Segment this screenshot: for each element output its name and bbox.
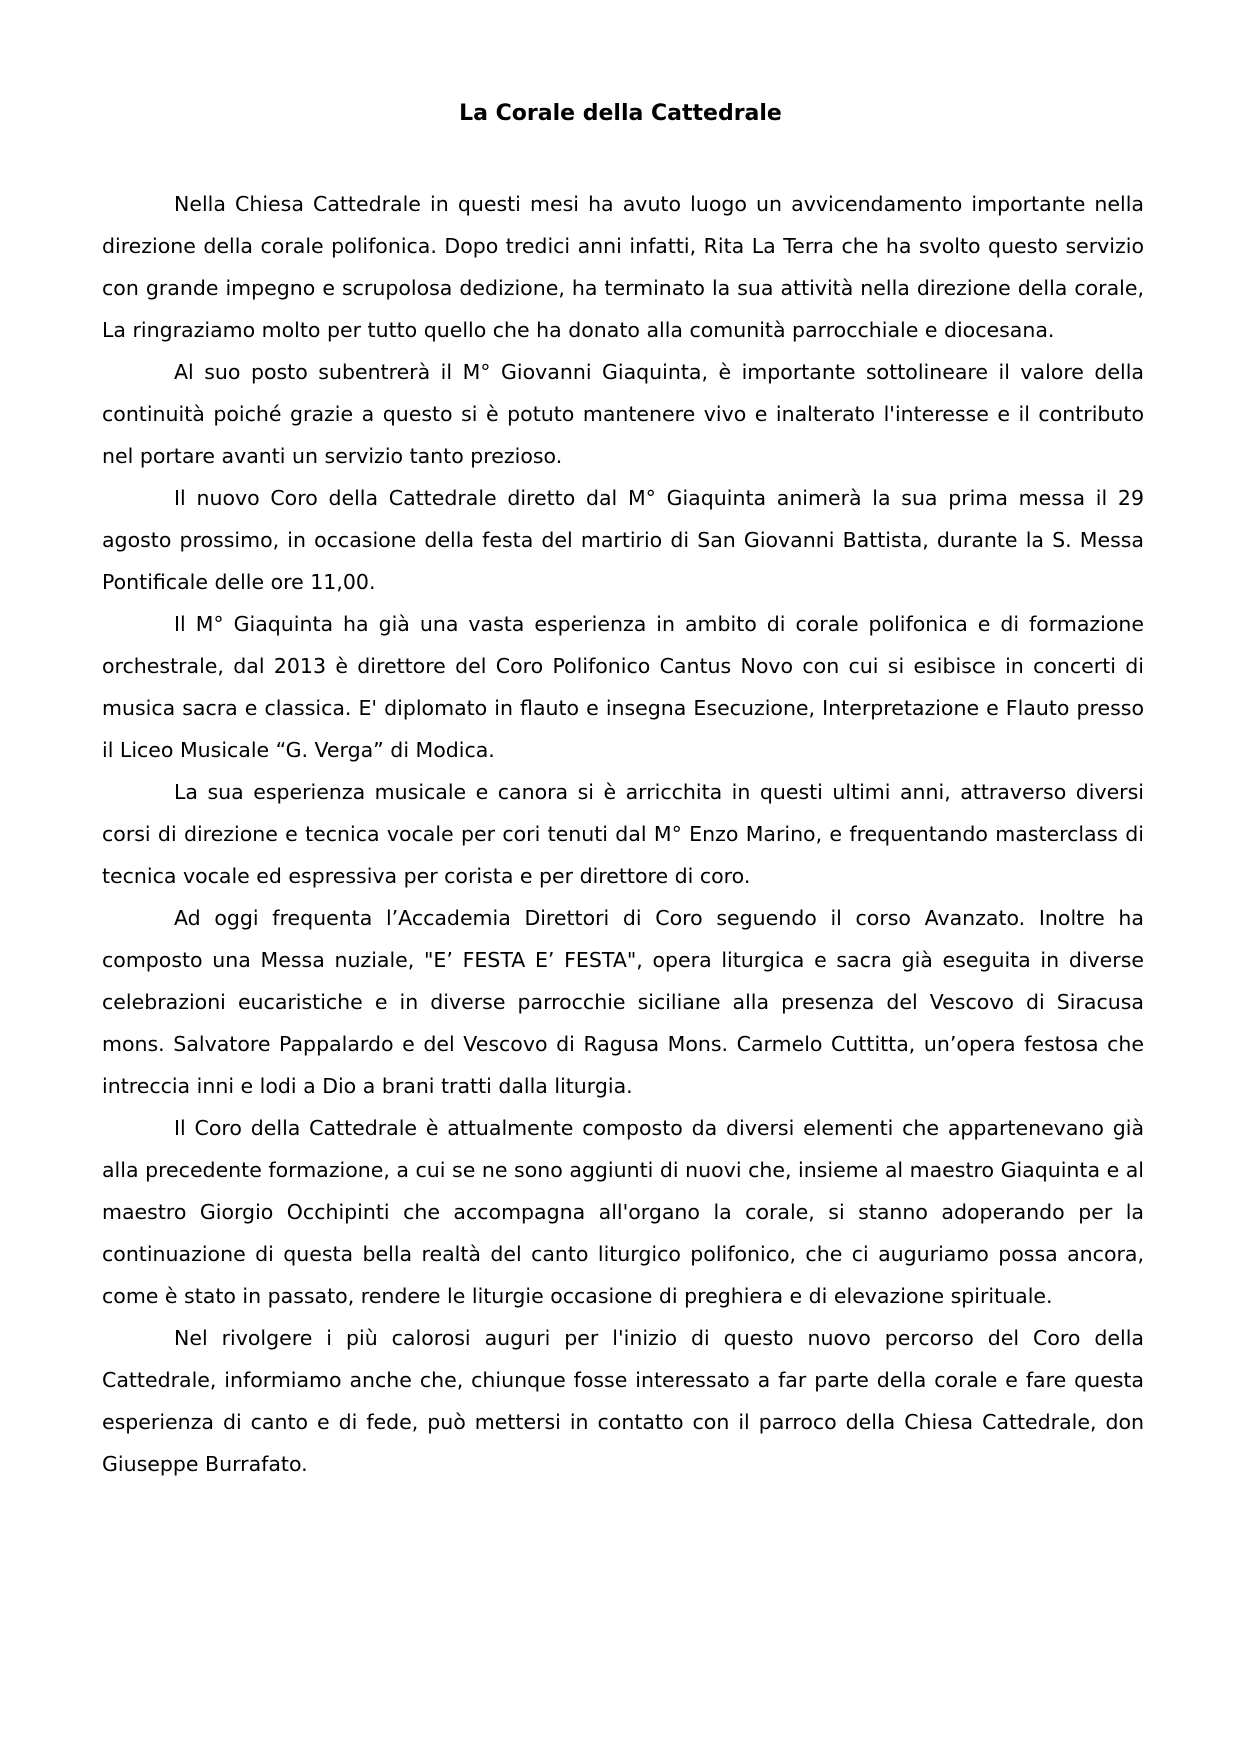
paragraph-accademia: Ad oggi frequenta l’Accademia Direttori di Coro seguendo il corso Avanzato. Inoltre ha composto una Messa nuziale, "E’ FESTA E’ FESTA", opera liturgica e sacra già eseguita in diverse celebrazioni eucaristiche e in diverse parrocchie siciliane alla presenza del Vescovo di Siracusa mons. Salvatore Pappalardo e del Vescovo di Ragusa Mons. Carmelo Cuttitta, un’opera festosa che intreccia inni e lodi a Dio a brani tratti dalla liturgia. — [102, 906, 1144, 1098]
paragraph-formazione: La sua esperienza musicale e canora si è arricchita in questi ultimi anni, attraverso diversi corsi di direzione e tecnica vocale per cori tenuti dal M° Enzo Marino, e frequentando masterclass di tecnica vocale ed espressiva per corista e per direttore di coro. — [102, 780, 1144, 888]
paragraph-nuovo-direttore: Al suo posto subentrerà il M° Giovanni Giaquinta, è importante sottolineare il valore della continuità poiché grazie a questo si è potuto mantenere vivo e inalterato l'interesse e il contributo nel portare avanti un servizio tanto prezioso. — [102, 360, 1144, 468]
paragraph-prima-messa: Il nuovo Coro della Cattedrale diretto dal M° Giaquinta animerà la sua prima messa il 29 agosto prossimo, in occasione della festa del martirio di San Giovanni Battista, durante la S. Messa Pontificale delle ore 11,00. — [102, 486, 1144, 594]
document-body — [102, 183, 1144, 1485]
paragraph-contatti: Nel rivolgere i più calorosi auguri per l'inizio di questo nuovo percorso del Coro della Cattedrale, informiamo anche che, chiunque fosse interessato a far parte della corale e fare questa esperienza di canto e di fede, può mettersi in contatto con il parroco della Chiesa Cattedrale, don Giuseppe Burrafato. — [102, 1326, 1144, 1476]
paragraph-avvicendamento: Nella Chiesa Cattedrale in questi mesi ha avuto luogo un avvicendamento importante nella direzione della corale polifonica. Dopo tredici anni infatti, Rita La Terra che ha svolto questo servizio con grande impegno e scrupolosa dedizione, ha terminato la sua attività nella direzione della corale, La ringraziamo molto per tutto quello che ha donato alla comunità parrocchiale e diocesana. — [102, 192, 1144, 342]
document-title: La Corale della Cattedrale — [459, 101, 782, 126]
paragraph-esperienza: Il M° Giaquinta ha già una vasta esperienza in ambito di corale polifonica e di formazione orchestrale, dal 2013 è direttore del Coro Polifonico Cantus Novo con cui si esibisce in concerti di musica sacra e classica. E' diplomato in flauto e insegna Esecuzione, Interpretazione e Flauto presso il Liceo Musicale “G. Verga” di Modica. — [102, 612, 1144, 762]
paragraph-composizione-coro: Il Coro della Cattedrale è attualmente composto da diversi elementi che appartenevano già alla precedente formazione, a cui se ne sono aggiunti di nuovi che, insieme al maestro Giaquinta e al maestro Giorgio Occhipinti che accompagna all'organo la corale, si stanno adoperando per la continuazione di questa bella realtà del canto liturgico polifonico, che ci auguriamo possa ancora, come è stato in passato, rendere le liturgie occasione di preghiera e di elevazione spirituale. — [102, 1116, 1144, 1308]
